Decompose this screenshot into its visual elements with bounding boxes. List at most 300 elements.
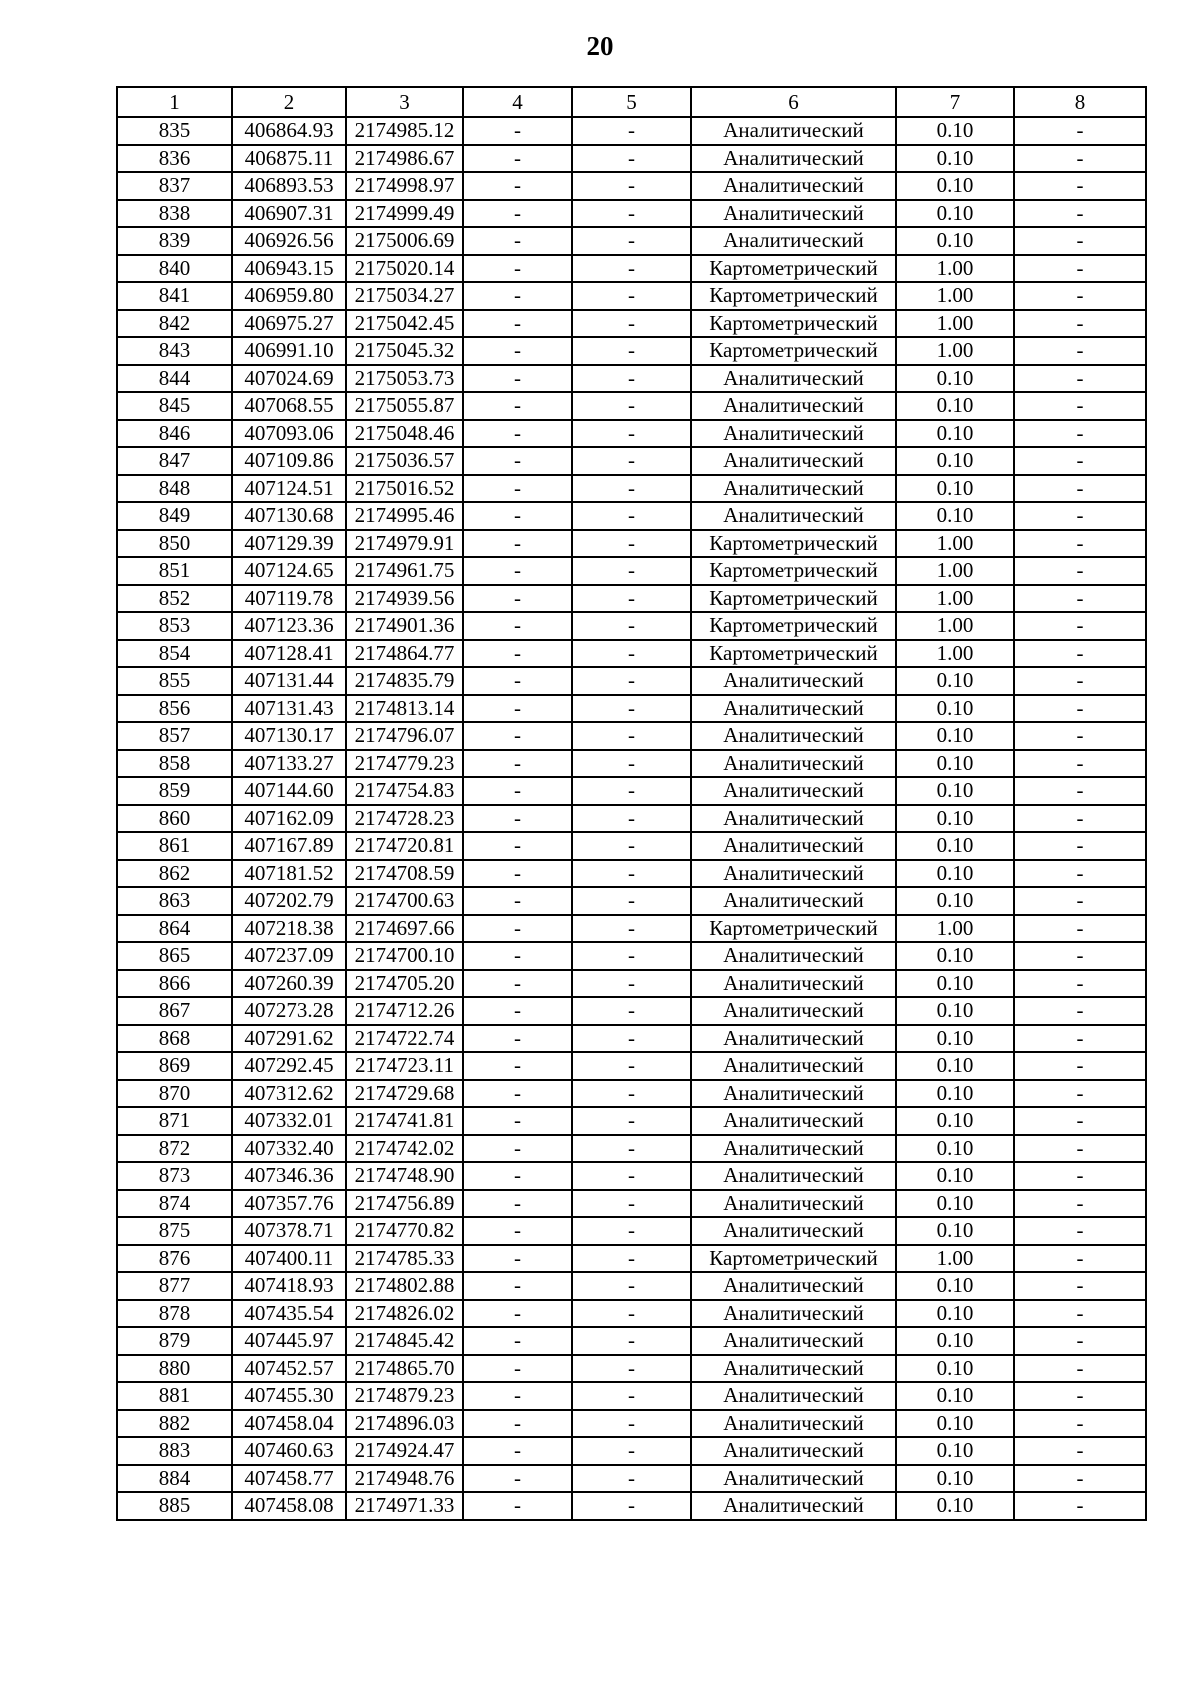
point-number-cell: 843: [117, 337, 232, 365]
x-coordinate-cell: 407260.39: [232, 970, 346, 998]
table-row: [117, 392, 1146, 420]
point-number-cell: 858: [117, 750, 232, 778]
method-cell: Аналитический: [691, 1300, 896, 1328]
col8-cell: -: [1014, 420, 1146, 448]
table-row: [117, 1190, 1146, 1218]
x-coordinate-cell: 406943.15: [232, 255, 346, 283]
x-coordinate-cell: 407312.62: [232, 1080, 346, 1108]
method-cell: Аналитический: [691, 1025, 896, 1053]
point-number-cell: 846: [117, 420, 232, 448]
point-number-cell: 874: [117, 1190, 232, 1218]
table-row: [117, 172, 1146, 200]
point-number-cell: 861: [117, 832, 232, 860]
col8-cell: -: [1014, 1162, 1146, 1190]
col5-cell: -: [572, 777, 691, 805]
col5-cell: -: [572, 1135, 691, 1163]
col5-cell: -: [572, 1300, 691, 1328]
table-row: [117, 915, 1146, 943]
accuracy-cell: 0.10: [896, 777, 1014, 805]
col4-cell: -: [463, 1162, 572, 1190]
col8-cell: -: [1014, 1465, 1146, 1493]
point-number-cell: 841: [117, 282, 232, 310]
method-cell: Аналитический: [691, 145, 896, 173]
x-coordinate-cell: 407458.08: [232, 1492, 346, 1520]
method-cell: Аналитический: [691, 502, 896, 530]
col4-cell: -: [463, 585, 572, 613]
col5-cell: -: [572, 530, 691, 558]
accuracy-cell: 0.10: [896, 1162, 1014, 1190]
x-coordinate-cell: 407455.30: [232, 1382, 346, 1410]
method-cell: Аналитический: [691, 997, 896, 1025]
method-cell: Аналитический: [691, 1355, 896, 1383]
table-row: [117, 585, 1146, 613]
accuracy-cell: 0.10: [896, 1382, 1014, 1410]
accuracy-cell: 0.10: [896, 1492, 1014, 1520]
page-number: 20: [586, 31, 614, 61]
accuracy-cell: 0.10: [896, 970, 1014, 998]
accuracy-cell: 1.00: [896, 255, 1014, 283]
x-coordinate-cell: 407167.89: [232, 832, 346, 860]
col5-cell: -: [572, 970, 691, 998]
y-coordinate-cell: 2174748.90: [346, 1162, 463, 1190]
col4-cell: -: [463, 282, 572, 310]
accuracy-cell: 0.10: [896, 1465, 1014, 1493]
x-coordinate-cell: 407458.77: [232, 1465, 346, 1493]
method-cell: Картометрический: [691, 1245, 896, 1273]
point-number-cell: 885: [117, 1492, 232, 1520]
x-coordinate-cell: 407109.86: [232, 447, 346, 475]
method-cell: Аналитический: [691, 117, 896, 145]
x-coordinate-cell: 407093.06: [232, 420, 346, 448]
table-row: [117, 832, 1146, 860]
method-cell: Аналитический: [691, 227, 896, 255]
point-number-cell: 857: [117, 722, 232, 750]
col5-cell: -: [572, 337, 691, 365]
col5-cell: -: [572, 420, 691, 448]
accuracy-cell: 0.10: [896, 420, 1014, 448]
col4-cell: -: [463, 1437, 572, 1465]
y-coordinate-cell: 2174700.10: [346, 942, 463, 970]
method-cell: Аналитический: [691, 777, 896, 805]
column-header-5: 5: [572, 87, 691, 117]
col8-cell: -: [1014, 200, 1146, 228]
table-row: [117, 1135, 1146, 1163]
col5-cell: -: [572, 475, 691, 503]
col5-cell: -: [572, 1410, 691, 1438]
method-cell: Аналитический: [691, 722, 896, 750]
col8-cell: -: [1014, 1272, 1146, 1300]
point-number-cell: 871: [117, 1107, 232, 1135]
accuracy-cell: 0.10: [896, 1107, 1014, 1135]
y-coordinate-cell: 2175016.52: [346, 475, 463, 503]
col8-cell: -: [1014, 530, 1146, 558]
col4-cell: -: [463, 1080, 572, 1108]
accuracy-cell: 0.10: [896, 117, 1014, 145]
accuracy-cell: 0.10: [896, 1080, 1014, 1108]
point-number-cell: 842: [117, 310, 232, 338]
x-coordinate-cell: 407133.27: [232, 750, 346, 778]
y-coordinate-cell: 2174948.76: [346, 1465, 463, 1493]
accuracy-cell: 0.10: [896, 172, 1014, 200]
col4-cell: -: [463, 255, 572, 283]
y-coordinate-cell: 2174979.91: [346, 530, 463, 558]
y-coordinate-cell: 2174770.82: [346, 1217, 463, 1245]
accuracy-cell: 1.00: [896, 1245, 1014, 1273]
col4-cell: -: [463, 145, 572, 173]
col8-cell: -: [1014, 1327, 1146, 1355]
x-coordinate-cell: 407273.28: [232, 997, 346, 1025]
method-cell: Картометрический: [691, 585, 896, 613]
col8-cell: -: [1014, 832, 1146, 860]
y-coordinate-cell: 2174986.67: [346, 145, 463, 173]
y-coordinate-cell: 2174845.42: [346, 1327, 463, 1355]
col4-cell: -: [463, 805, 572, 833]
table-row: [117, 887, 1146, 915]
method-cell: Аналитический: [691, 1272, 896, 1300]
col8-cell: -: [1014, 117, 1146, 145]
table-row: [117, 365, 1146, 393]
accuracy-cell: 0.10: [896, 860, 1014, 888]
accuracy-cell: 1.00: [896, 640, 1014, 668]
table-row: [117, 942, 1146, 970]
col5-cell: -: [572, 310, 691, 338]
y-coordinate-cell: 2174865.70: [346, 1355, 463, 1383]
x-coordinate-cell: 407332.01: [232, 1107, 346, 1135]
method-cell: Аналитический: [691, 365, 896, 393]
accuracy-cell: 0.10: [896, 1190, 1014, 1218]
col5-cell: -: [572, 1107, 691, 1135]
method-cell: Аналитический: [691, 1135, 896, 1163]
x-coordinate-cell: 407452.57: [232, 1355, 346, 1383]
point-number-cell: 881: [117, 1382, 232, 1410]
point-number-cell: 873: [117, 1162, 232, 1190]
x-coordinate-cell: 407162.09: [232, 805, 346, 833]
col4-cell: -: [463, 1107, 572, 1135]
point-number-cell: 851: [117, 557, 232, 585]
col8-cell: -: [1014, 860, 1146, 888]
col8-cell: -: [1014, 1492, 1146, 1520]
x-coordinate-cell: 406864.93: [232, 117, 346, 145]
x-coordinate-cell: 407292.45: [232, 1052, 346, 1080]
table-row: [117, 227, 1146, 255]
col4-cell: -: [463, 640, 572, 668]
col4-cell: -: [463, 1217, 572, 1245]
col4-cell: -: [463, 1300, 572, 1328]
point-number-cell: 884: [117, 1465, 232, 1493]
point-number-cell: 872: [117, 1135, 232, 1163]
col5-cell: -: [572, 915, 691, 943]
col4-cell: -: [463, 310, 572, 338]
y-coordinate-cell: 2174939.56: [346, 585, 463, 613]
col4-cell: -: [463, 1465, 572, 1493]
accuracy-cell: 0.10: [896, 695, 1014, 723]
x-coordinate-cell: 407291.62: [232, 1025, 346, 1053]
y-coordinate-cell: 2174901.36: [346, 612, 463, 640]
x-coordinate-cell: 407131.43: [232, 695, 346, 723]
method-cell: Аналитический: [691, 1410, 896, 1438]
col8-cell: -: [1014, 1437, 1146, 1465]
y-coordinate-cell: 2174708.59: [346, 860, 463, 888]
col4-cell: -: [463, 117, 572, 145]
col5-cell: -: [572, 255, 691, 283]
col8-cell: -: [1014, 475, 1146, 503]
col4-cell: -: [463, 832, 572, 860]
x-coordinate-cell: 406975.27: [232, 310, 346, 338]
method-cell: Аналитический: [691, 447, 896, 475]
y-coordinate-cell: 2174985.12: [346, 117, 463, 145]
col8-cell: -: [1014, 255, 1146, 283]
col8-cell: -: [1014, 447, 1146, 475]
method-cell: Картометрический: [691, 337, 896, 365]
col4-cell: -: [463, 695, 572, 723]
table-row: [117, 530, 1146, 558]
accuracy-cell: 0.10: [896, 200, 1014, 228]
point-number-cell: 878: [117, 1300, 232, 1328]
x-coordinate-cell: 407445.97: [232, 1327, 346, 1355]
table-row: [117, 667, 1146, 695]
table-row: [117, 1300, 1146, 1328]
method-cell: Аналитический: [691, 860, 896, 888]
point-number-cell: 852: [117, 585, 232, 613]
col8-cell: -: [1014, 282, 1146, 310]
accuracy-cell: 0.10: [896, 227, 1014, 255]
accuracy-cell: 0.10: [896, 1300, 1014, 1328]
col8-cell: -: [1014, 722, 1146, 750]
point-number-cell: 864: [117, 915, 232, 943]
y-coordinate-cell: 2174796.07: [346, 722, 463, 750]
point-number-cell: 855: [117, 667, 232, 695]
col5-cell: -: [572, 1052, 691, 1080]
accuracy-cell: 0.10: [896, 1327, 1014, 1355]
accuracy-cell: 0.10: [896, 667, 1014, 695]
col4-cell: -: [463, 1382, 572, 1410]
method-cell: Аналитический: [691, 942, 896, 970]
col4-cell: -: [463, 1135, 572, 1163]
x-coordinate-cell: 407418.93: [232, 1272, 346, 1300]
table-row: [117, 145, 1146, 173]
table-row: [117, 1052, 1146, 1080]
y-coordinate-cell: 2174999.49: [346, 200, 463, 228]
y-coordinate-cell: 2174697.66: [346, 915, 463, 943]
accuracy-cell: 1.00: [896, 585, 1014, 613]
method-cell: Аналитический: [691, 1052, 896, 1080]
y-coordinate-cell: 2174785.33: [346, 1245, 463, 1273]
x-coordinate-cell: 407357.76: [232, 1190, 346, 1218]
method-cell: Аналитический: [691, 1492, 896, 1520]
col4-cell: -: [463, 227, 572, 255]
col4-cell: -: [463, 1025, 572, 1053]
accuracy-cell: 0.10: [896, 145, 1014, 173]
table-row: [117, 1245, 1146, 1273]
table-row: [117, 420, 1146, 448]
point-number-cell: 836: [117, 145, 232, 173]
table-header-row: [117, 87, 1146, 117]
y-coordinate-cell: 2174864.77: [346, 640, 463, 668]
accuracy-cell: 1.00: [896, 310, 1014, 338]
col5-cell: -: [572, 1465, 691, 1493]
col4-cell: -: [463, 172, 572, 200]
y-coordinate-cell: 2174705.20: [346, 970, 463, 998]
col5-cell: -: [572, 1492, 691, 1520]
col5-cell: -: [572, 1025, 691, 1053]
col5-cell: -: [572, 1217, 691, 1245]
y-coordinate-cell: 2175048.46: [346, 420, 463, 448]
col4-cell: -: [463, 502, 572, 530]
point-number-cell: 865: [117, 942, 232, 970]
col8-cell: -: [1014, 750, 1146, 778]
col5-cell: -: [572, 695, 691, 723]
method-cell: Аналитический: [691, 1437, 896, 1465]
method-cell: Аналитический: [691, 695, 896, 723]
accuracy-cell: 0.10: [896, 832, 1014, 860]
point-number-cell: 862: [117, 860, 232, 888]
col4-cell: -: [463, 860, 572, 888]
col5-cell: -: [572, 942, 691, 970]
accuracy-cell: 0.10: [896, 392, 1014, 420]
table-row: [117, 1217, 1146, 1245]
point-number-cell: 875: [117, 1217, 232, 1245]
col4-cell: -: [463, 915, 572, 943]
method-cell: Аналитический: [691, 200, 896, 228]
x-coordinate-cell: 407218.38: [232, 915, 346, 943]
y-coordinate-cell: 2174741.81: [346, 1107, 463, 1135]
col8-cell: -: [1014, 942, 1146, 970]
point-number-cell: 882: [117, 1410, 232, 1438]
col4-cell: -: [463, 750, 572, 778]
col4-cell: -: [463, 365, 572, 393]
point-number-cell: 863: [117, 887, 232, 915]
y-coordinate-cell: 2174971.33: [346, 1492, 463, 1520]
y-coordinate-cell: 2174924.47: [346, 1437, 463, 1465]
point-number-cell: 868: [117, 1025, 232, 1053]
point-number-cell: 867: [117, 997, 232, 1025]
col5-cell: -: [572, 667, 691, 695]
col5-cell: -: [572, 887, 691, 915]
table-row: [117, 447, 1146, 475]
table-row: [117, 200, 1146, 228]
method-cell: Аналитический: [691, 475, 896, 503]
y-coordinate-cell: 2174998.97: [346, 172, 463, 200]
col4-cell: -: [463, 970, 572, 998]
y-coordinate-cell: 2174961.75: [346, 557, 463, 585]
col4-cell: -: [463, 722, 572, 750]
table-row: [117, 640, 1146, 668]
y-coordinate-cell: 2174728.23: [346, 805, 463, 833]
x-coordinate-cell: 406875.11: [232, 145, 346, 173]
col5-cell: -: [572, 227, 691, 255]
table-row: [117, 997, 1146, 1025]
table-row: [117, 337, 1146, 365]
col8-cell: -: [1014, 695, 1146, 723]
col4-cell: -: [463, 530, 572, 558]
point-number-cell: 879: [117, 1327, 232, 1355]
col8-cell: -: [1014, 777, 1146, 805]
coordinates-table: [116, 86, 1147, 1521]
col8-cell: -: [1014, 915, 1146, 943]
col4-cell: -: [463, 1410, 572, 1438]
table-row: [117, 860, 1146, 888]
x-coordinate-cell: 407378.71: [232, 1217, 346, 1245]
y-coordinate-cell: 2174896.03: [346, 1410, 463, 1438]
method-cell: Аналитический: [691, 1327, 896, 1355]
col5-cell: -: [572, 805, 691, 833]
x-coordinate-cell: 407119.78: [232, 585, 346, 613]
col5-cell: -: [572, 1382, 691, 1410]
accuracy-cell: 1.00: [896, 282, 1014, 310]
column-header-7: 7: [896, 87, 1014, 117]
point-number-cell: 883: [117, 1437, 232, 1465]
y-coordinate-cell: 2175006.69: [346, 227, 463, 255]
col4-cell: -: [463, 1492, 572, 1520]
table-row: [117, 1327, 1146, 1355]
point-number-cell: 848: [117, 475, 232, 503]
y-coordinate-cell: 2174756.89: [346, 1190, 463, 1218]
col5-cell: -: [572, 282, 691, 310]
col5-cell: -: [572, 997, 691, 1025]
table-row: [117, 1272, 1146, 1300]
col8-cell: -: [1014, 172, 1146, 200]
col8-cell: -: [1014, 1300, 1146, 1328]
point-number-cell: 859: [117, 777, 232, 805]
y-coordinate-cell: 2175045.32: [346, 337, 463, 365]
col4-cell: -: [463, 612, 572, 640]
col8-cell: -: [1014, 585, 1146, 613]
col4-cell: -: [463, 337, 572, 365]
accuracy-cell: 0.10: [896, 1272, 1014, 1300]
accuracy-cell: 0.10: [896, 502, 1014, 530]
accuracy-cell: 1.00: [896, 557, 1014, 585]
y-coordinate-cell: 2174742.02: [346, 1135, 463, 1163]
col8-cell: -: [1014, 1135, 1146, 1163]
column-header-8: 8: [1014, 87, 1146, 117]
col5-cell: -: [572, 145, 691, 173]
accuracy-cell: 1.00: [896, 915, 1014, 943]
table-row: [117, 1410, 1146, 1438]
y-coordinate-cell: 2174722.74: [346, 1025, 463, 1053]
x-coordinate-cell: 407332.40: [232, 1135, 346, 1163]
method-cell: Аналитический: [691, 1080, 896, 1108]
col8-cell: -: [1014, 227, 1146, 255]
col5-cell: -: [572, 392, 691, 420]
col4-cell: -: [463, 667, 572, 695]
col5-cell: -: [572, 612, 691, 640]
col5-cell: -: [572, 832, 691, 860]
table-body: [117, 117, 1146, 1520]
col8-cell: -: [1014, 392, 1146, 420]
method-cell: Аналитический: [691, 667, 896, 695]
table-row: [117, 1382, 1146, 1410]
y-coordinate-cell: 2174723.11: [346, 1052, 463, 1080]
col4-cell: -: [463, 447, 572, 475]
col5-cell: -: [572, 722, 691, 750]
method-cell: Аналитический: [691, 420, 896, 448]
accuracy-cell: 0.10: [896, 1410, 1014, 1438]
col5-cell: -: [572, 1080, 691, 1108]
col8-cell: -: [1014, 640, 1146, 668]
method-cell: Аналитический: [691, 832, 896, 860]
x-coordinate-cell: 407124.51: [232, 475, 346, 503]
point-number-cell: 850: [117, 530, 232, 558]
x-coordinate-cell: 406959.80: [232, 282, 346, 310]
column-header-4: 4: [463, 87, 572, 117]
col5-cell: -: [572, 1162, 691, 1190]
method-cell: Картометрический: [691, 310, 896, 338]
table-row: [117, 282, 1146, 310]
column-header-6: 6: [691, 87, 896, 117]
x-coordinate-cell: 407024.69: [232, 365, 346, 393]
col8-cell: -: [1014, 1410, 1146, 1438]
point-number-cell: 866: [117, 970, 232, 998]
